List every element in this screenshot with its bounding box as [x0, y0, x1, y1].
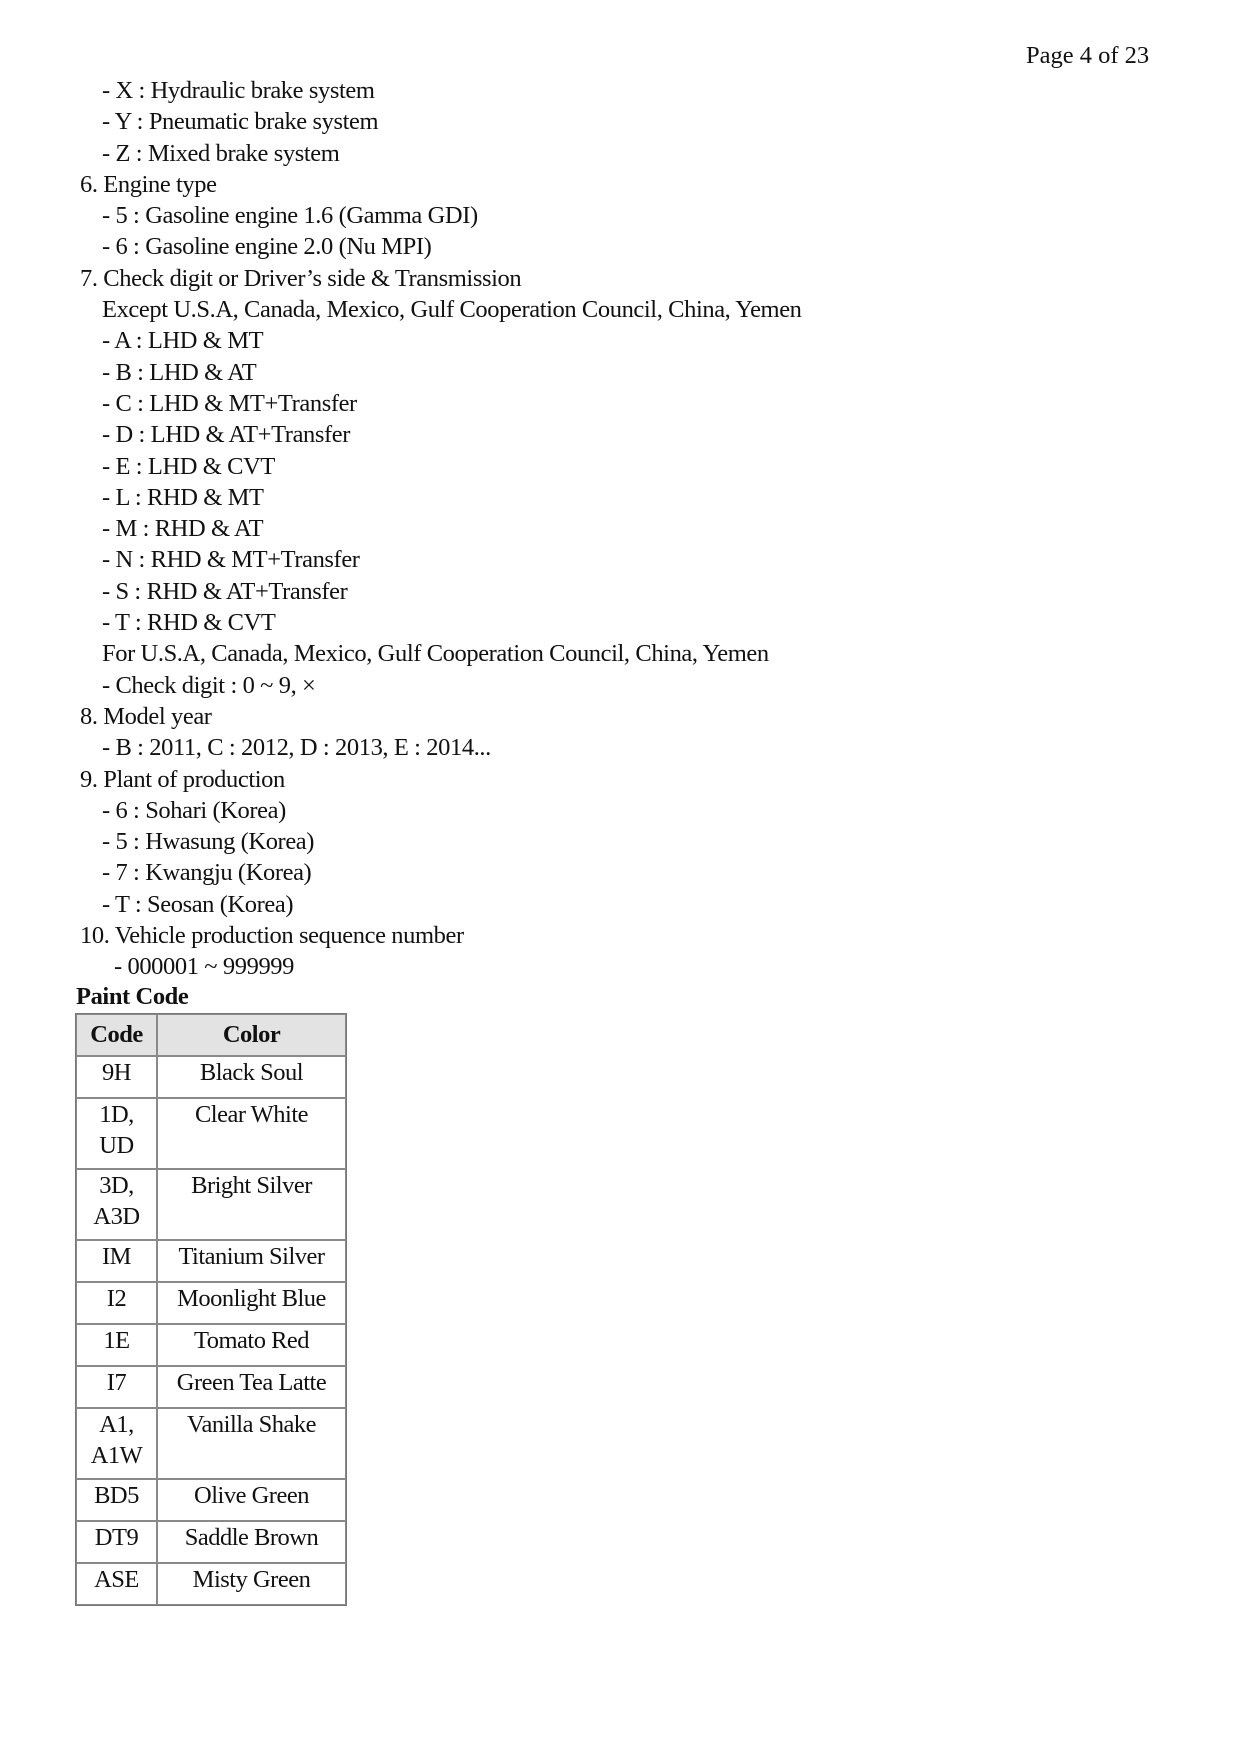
text-line: - 6 : Sohari (Korea)	[102, 796, 286, 824]
table-row	[76, 1098, 346, 1169]
text-line: - D : LHD & AT+Transfer	[102, 421, 351, 449]
code-column-header: Code	[76, 1014, 157, 1056]
text-line: - A : LHD & MT	[102, 327, 264, 355]
table-row	[76, 1056, 346, 1098]
text-line: 6. Engine type	[80, 170, 217, 198]
paint-color-cell: Moonlight Blue	[157, 1282, 346, 1324]
table-row	[76, 1324, 346, 1366]
paint-code-text: 9H	[102, 1059, 131, 1086]
paint-code-text: 1E	[103, 1327, 130, 1354]
vin-description-list	[0, 75, 1242, 983]
paint-color-cell: Black Soul	[157, 1056, 346, 1098]
paint-code-heading: Paint Code	[76, 983, 189, 1010]
table-row	[76, 1240, 346, 1282]
paint-code-text: I7	[106, 1369, 127, 1396]
paint-code-cell	[76, 1521, 157, 1563]
paint-code-text: DT9	[94, 1524, 139, 1551]
text-line: - M : RHD & AT	[102, 515, 264, 543]
paint-color-cell: Tomato Red	[157, 1324, 346, 1366]
paint-code-text: I2	[106, 1285, 127, 1312]
paint-table-body	[76, 1056, 346, 1605]
paint-color-cell: Clear White	[157, 1098, 346, 1169]
paint-code-cell	[76, 1479, 157, 1521]
paint-code-cell	[76, 1366, 157, 1408]
paint-code-cell	[76, 1169, 157, 1240]
text-line: - C : LHD & MT+Transfer	[102, 389, 357, 417]
text-line: - T : Seosan (Korea)	[102, 890, 294, 918]
text-line: - Check digit : 0 ~ 9, ×	[102, 671, 316, 699]
page-number: Page 4 of 23	[1026, 42, 1150, 69]
text-line: - Z : Mixed brake system	[102, 139, 340, 167]
text-line: - B : LHD & AT	[102, 358, 257, 386]
paint-code-text: IM	[102, 1243, 131, 1270]
table-row	[76, 1282, 346, 1324]
paint-code-cell	[76, 1324, 157, 1366]
paint-color-cell: Titanium Silver	[157, 1240, 346, 1282]
text-line: 8. Model year	[80, 702, 212, 730]
paint-code-text: 1D,	[99, 1101, 134, 1128]
text-line: - Y : Pneumatic brake system	[102, 108, 379, 136]
paint-code-text: 3D,	[99, 1172, 134, 1199]
paint-code-text: A1,	[99, 1411, 134, 1438]
paint-table-header-row	[76, 1014, 346, 1056]
table-row	[76, 1408, 346, 1479]
table-row	[76, 1366, 346, 1408]
paint-code-text: UD	[99, 1132, 134, 1159]
text-line: - 6 : Gasoline engine 2.0 (Nu MPI)	[102, 233, 432, 261]
paint-color-cell: Vanilla Shake	[157, 1408, 346, 1479]
paint-color-cell: Bright Silver	[157, 1169, 346, 1240]
text-line: Except U.S.A, Canada, Mexico, Gulf Cooperation Council, China, Yemen	[102, 296, 802, 324]
paint-code-text: BD5	[94, 1482, 139, 1509]
paint-code-cell	[76, 1098, 157, 1169]
text-line: - B : 2011, C : 2012, D : 2013, E : 2014...	[102, 734, 491, 762]
paint-color-cell: Olive Green	[157, 1479, 346, 1521]
text-line: - 5 : Gasoline engine 1.6 (Gamma GDI)	[102, 202, 478, 230]
paint-color-cell: Green Tea Latte	[157, 1366, 346, 1408]
paint-code-text: ASE	[94, 1566, 139, 1593]
table-row	[76, 1169, 346, 1240]
paint-code-text: A3D	[93, 1203, 140, 1230]
table-row	[76, 1563, 346, 1605]
table-row	[76, 1521, 346, 1563]
text-line: - T : RHD & CVT	[102, 609, 276, 637]
paint-code-cell	[76, 1282, 157, 1324]
table-row	[76, 1479, 346, 1521]
text-line: 7. Check digit or Driver’s side & Transmission	[80, 264, 522, 292]
text-line: - 000001 ~ 999999	[114, 953, 294, 981]
color-column-header: Color	[157, 1014, 346, 1056]
text-line: - E : LHD & CVT	[102, 452, 275, 480]
paint-code-cell	[76, 1240, 157, 1282]
paint-code-table	[75, 1013, 347, 1606]
text-line: - 5 : Hwasung (Korea)	[102, 828, 315, 856]
text-line: - N : RHD & MT+Transfer	[102, 546, 360, 574]
text-line: - X : Hydraulic brake system	[102, 77, 375, 104]
paint-code-cell	[76, 1563, 157, 1605]
text-line: 10. Vehicle production sequence number	[80, 922, 464, 950]
paint-code-text: A1W	[90, 1442, 143, 1469]
paint-code-cell	[76, 1408, 157, 1479]
paint-color-cell: Misty Green	[157, 1563, 346, 1605]
text-line: - 7 : Kwangju (Korea)	[102, 859, 312, 887]
text-line: 9. Plant of production	[80, 765, 285, 793]
paint-code-cell	[76, 1056, 157, 1098]
text-line: - L : RHD & MT	[102, 483, 264, 511]
text-line: - S : RHD & AT+Transfer	[102, 577, 348, 605]
paint-color-cell: Saddle Brown	[157, 1521, 346, 1563]
text-line: For U.S.A, Canada, Mexico, Gulf Cooperation Council, China, Yemen	[102, 640, 769, 668]
